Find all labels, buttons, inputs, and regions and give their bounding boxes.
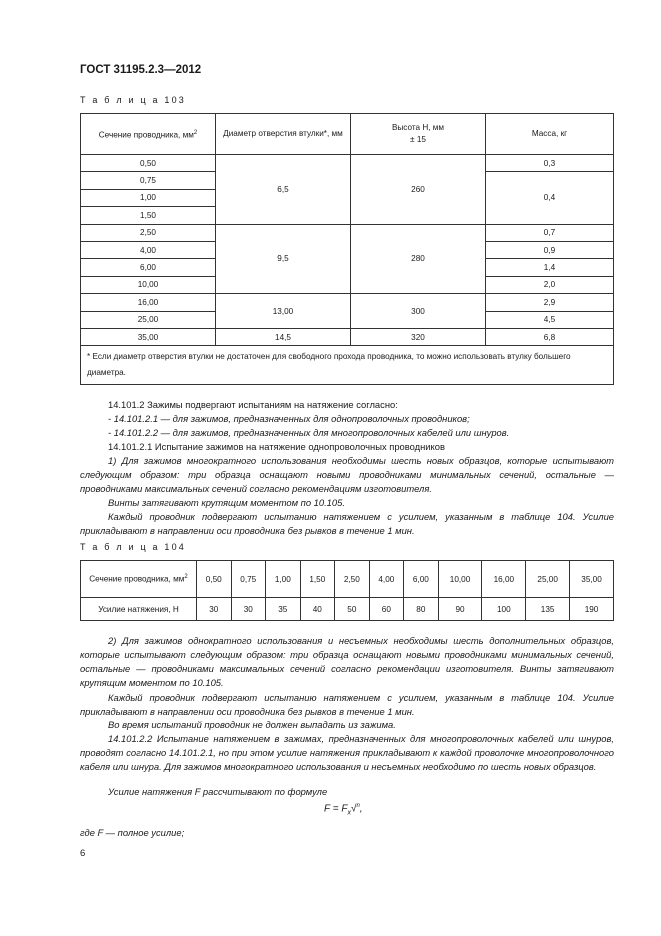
table-103 <box>80 113 614 385</box>
mass-cell: 0,9 <box>486 241 614 258</box>
force-cell: 80 <box>404 598 439 621</box>
diameter-cell: 9,5 <box>216 224 351 294</box>
diameter-cell: 13,00 <box>216 294 351 329</box>
height-cell: 260 <box>351 155 486 225</box>
force-cell: 40 <box>300 598 335 621</box>
force-cell: 90 <box>438 598 482 621</box>
mass-cell: 0,7 <box>486 224 614 241</box>
mass-cell: 2,9 <box>486 294 614 311</box>
document-header: ГОСТ 31195.2.3—2012 <box>80 64 202 76</box>
section-cell: 2,50 <box>81 224 216 241</box>
mass-cell: 1,4 <box>486 259 614 276</box>
clause-14-101-2-2: 14.101.2.2 Испытание натяжением в зажимах, предназначенных для многопроволочных кабелей или шнуров, проводят согласно 14.101.2.1, но при этом усилие натяжения прикладывают к каждой проволочке многопроволочного кабеля или шнура. Для зажимов многократного использования и несъемных необходимо по шесть новых образцов. <box>80 733 614 772</box>
section-cell: 25,00 <box>81 311 216 328</box>
section-cell: 1,00 <box>81 189 216 206</box>
paragraph: 2) Для зажимов однократного использования и несъемных необходимы шесть дополнительных образцов, которые испытывают следующим образом: три образца оснащают новыми проводниками минимальных сечений, остальные — проводниками максимальных сечений согласно рекомендации изготовителя. Винты затягивают крутящим моментом по 10.105. <box>80 635 614 688</box>
header-diameter: Диаметр отверстия втулки*, мм <box>216 114 351 155</box>
section-cell: 2,50 <box>335 561 370 598</box>
section-cell: 4,00 <box>369 561 404 598</box>
table-104 <box>80 560 614 621</box>
section-cell: 25,00 <box>526 561 570 598</box>
diameter-cell: 6,5 <box>216 155 351 225</box>
section-cell: 0,75 <box>81 172 216 189</box>
section-cell: 0,50 <box>197 561 232 598</box>
row-label-section: Сечение проводника, $мм^2$ <box>81 561 197 598</box>
force-cell: 30 <box>231 598 266 621</box>
section-cell: 16,00 <box>81 294 216 311</box>
section-cell: 0,50 <box>81 155 216 172</box>
height-cell: 320 <box>351 328 486 345</box>
height-cell: 280 <box>351 224 486 294</box>
section-cell: 6,00 <box>81 259 216 276</box>
page-number: 6 <box>80 848 86 859</box>
list-item: - 14.101.2.1 — для зажимов, предназначенных для однопроволочных проводников; <box>108 413 470 424</box>
mass-cell: 0,3 <box>486 155 614 172</box>
section-cell: 10,00 <box>438 561 482 598</box>
section-cell: 1,50 <box>300 561 335 598</box>
section-cell: 6,00 <box>404 561 439 598</box>
header-mass: Масса, кг <box>486 114 614 155</box>
section-cell: 0,75 <box>231 561 266 598</box>
clause-14-101-2: 14.101.2 Зажимы подвергают испытаниям на натяжение согласно: <box>108 399 398 410</box>
section-cell: 1,00 <box>266 561 301 598</box>
mass-cell: 4,5 <box>486 311 614 328</box>
section-cell: 4,00 <box>81 241 216 258</box>
paragraph: 1) Для зажимов многократного использования необходимы шесть новых образцов, которые испытывают следующим образом: три образца оснащают новыми проводниками минимальных сечений, остальные — проводниками максимальных сечений согласно рекомендациям изготовителя. <box>80 455 614 494</box>
paragraph: Винты затягивают крутящим моментом по 10.105. <box>108 497 345 508</box>
force-cell: 60 <box>369 598 404 621</box>
height-cell: 300 <box>351 294 486 329</box>
mass-cell: 2,0 <box>486 276 614 293</box>
section-cell: 16,00 <box>482 561 526 598</box>
table-103-footnote: * Если диаметр отверстия втулки не достаточен для свободного прохода проводника, то можно использовать втулку большего диаметра. <box>81 346 614 385</box>
section-cell: 35,00 <box>570 561 614 598</box>
section-cell: 1,50 <box>81 207 216 224</box>
header-section: Сечение проводника, $мм^2$ <box>81 114 216 155</box>
clause-14-101-2-1: 14.101.2.1 Испытание зажимов на натяжение однопроволочных проводников <box>108 441 445 452</box>
force-formula: $F = F_x√^n$, <box>324 803 363 817</box>
force-cell: 50 <box>335 598 370 621</box>
paragraph: где F — полное усилие; <box>80 827 185 838</box>
force-cell: 35 <box>266 598 301 621</box>
force-cell: 30 <box>197 598 232 621</box>
list-item: - 14.101.2.2 — для зажимов, предназначенных для многопроволочных кабелей или шнуров. <box>108 427 510 438</box>
paragraph: Каждый проводник подвергают испытанию натяжением с усилием, указанным в таблице 104. Усилие прикладывают в направлении оси проводника без рывков в течение 1 мин. <box>80 511 614 536</box>
force-cell: 100 <box>482 598 526 621</box>
paragraph: Каждый проводник подвергают испытанию натяжением с усилием, указанным в таблице 104. Усилие прикладывают в направлении оси проводника без рывков в течение 1 мин. <box>80 692 614 717</box>
table-104-caption: Т а б л и ц а 104 <box>80 542 187 552</box>
mass-cell: 6,8 <box>486 328 614 345</box>
mass-cell: 0,4 <box>486 172 614 224</box>
section-cell: 10,00 <box>81 276 216 293</box>
paragraph: Усилие натяжения F рассчитывают по формуле <box>108 786 328 797</box>
table-103-caption: Т а б л и ц а 103 <box>80 95 187 105</box>
header-height: Высота H, мм ± 15 <box>351 114 486 155</box>
paragraph: Во время испытаний проводник не должен выпадать из зажима. <box>108 719 396 730</box>
row-label-force: Усилие натяжения, Н <box>81 598 197 621</box>
section-cell: 35,00 <box>81 328 216 345</box>
force-cell: 190 <box>570 598 614 621</box>
force-cell: 135 <box>526 598 570 621</box>
diameter-cell: 14,5 <box>216 328 351 345</box>
